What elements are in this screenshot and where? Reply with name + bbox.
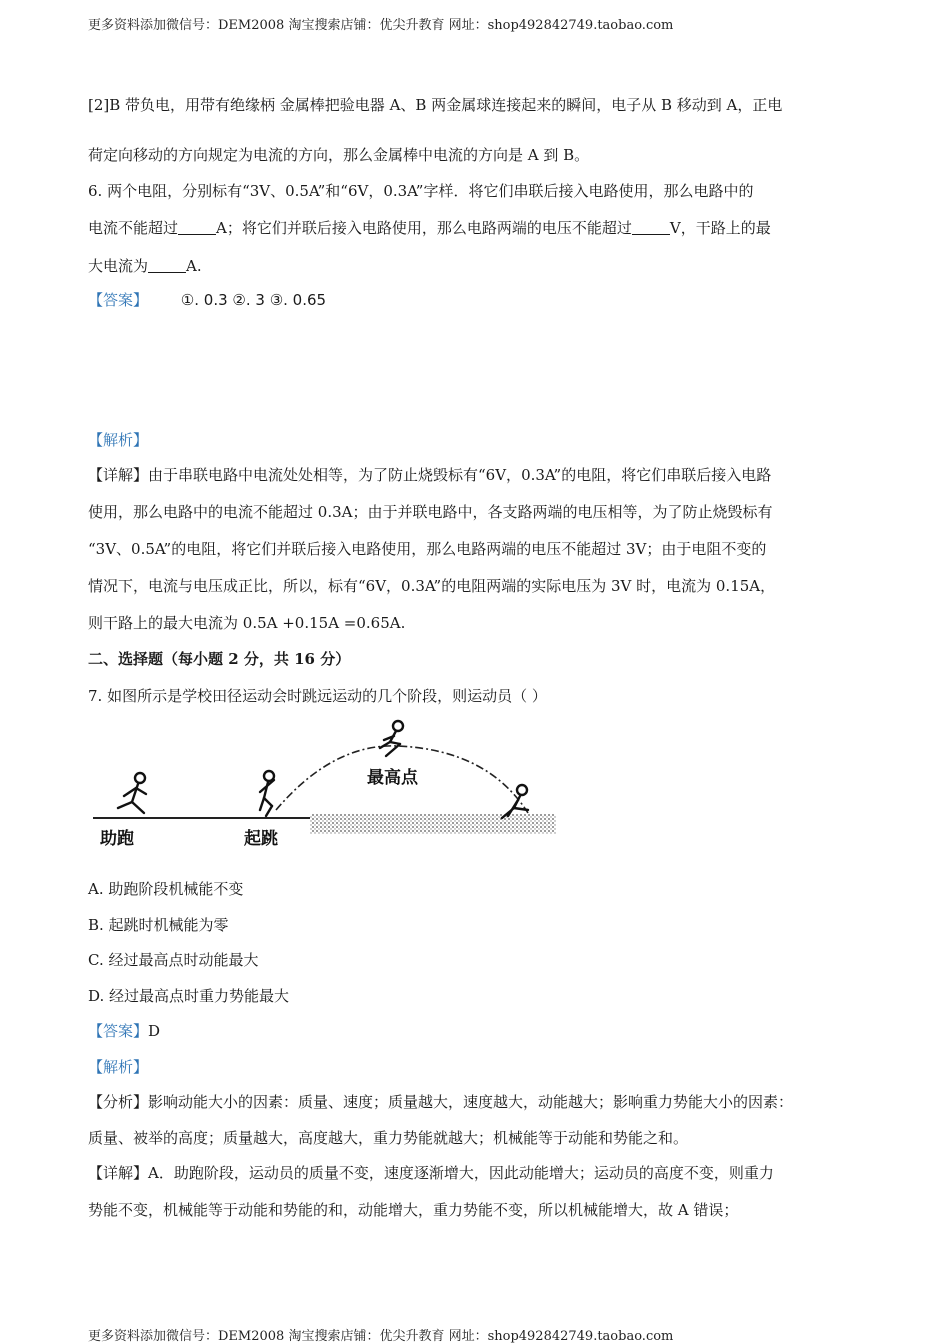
q6-detail-line-5: 则干路上的最大电流为 0.5A +0.15A =0.65A. bbox=[88, 614, 406, 632]
label-jump: 起跳 bbox=[244, 829, 278, 849]
answer-blank-1 bbox=[178, 220, 216, 235]
detail-label: 【详解】 bbox=[88, 466, 149, 484]
q7-stem: 7. 如图所示是学校田径运动会时跳远运动的几个阶段，则运动员（ ） bbox=[88, 687, 547, 705]
q6-stem-line-2 bbox=[88, 217, 771, 238]
q7-detail-line-2: 势能不变，机械能等于动能和势能的和，动能增大，重力势能不变，所以机械能增大，故 A 错误； bbox=[88, 1201, 739, 1219]
fenxi-text: 影响动能大小的因素：质量、速度；质量越大，速度越大，动能越大；影响重力势能大小的因素： bbox=[148, 1093, 794, 1111]
label-run: 助跑 bbox=[100, 829, 134, 849]
q7-fenxi-line-1 bbox=[88, 1091, 793, 1112]
fenxi-label: 【分析】 bbox=[88, 1093, 149, 1111]
q7-fenxi-line-2: 质量、被举的高度；质量越大，高度越大，重力势能就越大；机械能等于动能和势能之和。 bbox=[88, 1129, 689, 1147]
detail-text: A．助跑阶段，运动员的质量不变，速度逐渐增大，因此动能增大；运动员的高度不变，则重力 bbox=[148, 1164, 774, 1182]
long-jump-figure bbox=[88, 718, 568, 858]
detail-text: 由于串联电路中电流处处相等，为了防止烧毁标有“6V，0.3A”的电阻，将它们串联后接入电路 bbox=[148, 466, 772, 484]
answer-blank-3 bbox=[148, 258, 186, 273]
q6-detail-line-4: 情况下，电流与电压成正比，所以，标有“6V，0.3A”的电阻两端的实际电压为 3V 时，电流为 0.15A， bbox=[88, 577, 776, 595]
detail-label: 【详解】 bbox=[88, 1164, 149, 1182]
label-top: 最高点 bbox=[367, 768, 418, 788]
q6-text: 大电流为 bbox=[88, 257, 149, 275]
q6-text: V，干路上的最 bbox=[669, 219, 771, 237]
q6-text: A；将它们并联后接入电路使用，那么电路两端的电压不能超过 bbox=[216, 219, 632, 237]
q6-answer bbox=[88, 289, 326, 310]
answer-blank-2 bbox=[632, 220, 670, 235]
page-footer: 更多资料添加微信号：DEM2008 淘宝搜索店铺：优尖升教育 网址：shop492842749.taobao.com bbox=[88, 1329, 674, 1344]
section-title: 二、选择题（每小题 2 分，共 16 分） bbox=[88, 650, 351, 668]
option-c: C. 经过最高点时动能最大 bbox=[88, 951, 259, 969]
answer-label: 【答案】 bbox=[88, 1022, 149, 1040]
prev-answer-line-1: [2]B 带负电，用带有绝缘柄 金属棒把验电器 A、B 两金属球连接起来的瞬间，电子从 B 移动到 A，正电 bbox=[88, 96, 783, 114]
q6-detail-line-3: “3V、0.5A”的电阻，将它们并联后接入电路使用，那么电路两端的电压不能超过 3V；由于电阻不变的 bbox=[88, 540, 767, 558]
answer-text: ①. 0.3 ②. 3 ③. 0.65 bbox=[180, 291, 327, 309]
q7-analysis-label: 【解析】 bbox=[88, 1058, 149, 1076]
option-a: A. 助跑阶段机械能不变 bbox=[88, 880, 244, 898]
landing-figure bbox=[502, 785, 528, 818]
option-d: D. 经过最高点时重力势能最大 bbox=[88, 987, 290, 1005]
q6-analysis-label: 【解析】 bbox=[88, 431, 149, 449]
q6-stem-line-3 bbox=[88, 255, 202, 276]
sand-pit bbox=[310, 814, 556, 834]
q6-text: A. bbox=[186, 257, 202, 275]
peak-figure bbox=[380, 721, 403, 756]
answer-label: 【答案】 bbox=[88, 291, 149, 309]
option-b: B. 起跳时机械能为零 bbox=[88, 916, 229, 934]
q7-detail-line-1 bbox=[88, 1162, 774, 1183]
q7-answer bbox=[88, 1020, 160, 1041]
long-jump-diagram bbox=[88, 718, 568, 858]
q6-stem-line-1: 6. 两个电阻，分别标有“3V、0.5A”和“6V，0.3A”字样．将它们串联后接入电路使用，那么电路中的 bbox=[88, 182, 754, 200]
q6-text: 电流不能超过 bbox=[88, 219, 179, 237]
takeoff-figure bbox=[260, 771, 274, 816]
prev-answer-line-2: 荷定向移动的方向规定为电流的方向，那么金属棒中电流的方向是 A 到 B。 bbox=[88, 146, 590, 164]
answer-text: D bbox=[148, 1022, 161, 1040]
page-header: 更多资料添加微信号：DEM2008 淘宝搜索店铺：优尖升教育 网址：shop492842749.taobao.com bbox=[88, 18, 674, 33]
runner-figure bbox=[118, 773, 146, 813]
q6-detail-line-2: 使用，那么电路中的电流不能超过 0.3A；由于并联电路中，各支路两端的电压相等，为了防止烧毁标有 bbox=[88, 503, 773, 521]
q6-detail-line-1 bbox=[88, 464, 771, 485]
